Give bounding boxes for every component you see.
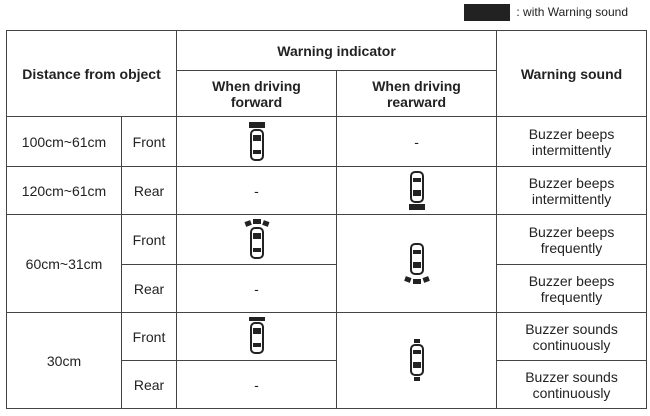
legend-swatch — [464, 4, 510, 21]
table-row — [7, 167, 647, 215]
sound-line1: Buzzer beeps — [528, 223, 615, 240]
parking-warning-table — [6, 30, 647, 409]
legend-text: : with Warning sound — [516, 5, 628, 19]
sound-cell — [497, 117, 647, 167]
sound-cell — [497, 361, 647, 409]
car-rear-wide-warning-icon — [402, 242, 432, 286]
sound-cell — [497, 167, 647, 215]
header-distance: Distance from object — [7, 31, 177, 117]
position-cell: Rear — [122, 167, 177, 215]
sound-line2: frequently — [540, 239, 603, 256]
sound-line1: Buzzer sounds — [525, 320, 618, 337]
sound-line2: intermittently — [531, 141, 612, 158]
sound-line2: intermittently — [531, 190, 612, 207]
position-cell: Rear — [122, 361, 177, 409]
header-indicator: Warning indicator — [177, 31, 497, 71]
sound-cell — [497, 313, 647, 361]
table-row — [7, 215, 647, 265]
sound-line2: continuously — [532, 336, 611, 353]
forward-indicator-cell: - — [177, 361, 337, 409]
table-row — [7, 117, 647, 167]
distance-cell: 120cm~61cm — [7, 167, 122, 215]
forward-indicator-cell — [177, 313, 337, 361]
header-rearward — [337, 71, 497, 117]
header-forward — [177, 71, 337, 117]
rearward-indicator-cell — [337, 167, 497, 215]
forward-indicator-cell: - — [177, 265, 337, 313]
sound-cell — [497, 265, 647, 313]
position-cell: Front — [122, 215, 177, 265]
sound-line1: Buzzer beeps — [528, 272, 615, 289]
rearward-indicator-cell: - — [337, 117, 497, 167]
sound-line1: Buzzer beeps — [528, 125, 615, 142]
table-row — [7, 313, 647, 361]
header-sound: Warning sound — [497, 31, 647, 117]
car-front-warning-icon — [245, 121, 269, 163]
forward-indicator-cell: - — [177, 167, 337, 215]
distance-cell: 60cm~31cm — [7, 215, 122, 313]
forward-indicator-cell — [177, 215, 337, 265]
sound-cell — [497, 215, 647, 265]
header-rearward-line2: rearward — [386, 93, 447, 110]
position-cell: Front — [122, 313, 177, 361]
car-front-wide-warning-icon — [242, 219, 272, 261]
distance-cell: 30cm — [7, 313, 122, 409]
forward-indicator-cell — [177, 117, 337, 167]
car-rear-close-warning-icon — [405, 339, 429, 383]
position-cell: Front — [122, 117, 177, 167]
distance-cell: 100cm~61cm — [7, 117, 122, 167]
sound-line1: Buzzer beeps — [528, 174, 615, 191]
sound-line2: continuously — [532, 384, 611, 401]
position-cell: Rear — [122, 265, 177, 313]
legend — [464, 2, 628, 22]
header-forward-line1: When driving — [212, 77, 301, 94]
rearward-indicator-cell — [337, 215, 497, 313]
car-rear-warning-icon — [405, 170, 429, 212]
sound-line2: frequently — [540, 288, 603, 305]
car-front-close-warning-icon — [245, 317, 269, 357]
header-rearward-line1: When driving — [372, 77, 461, 94]
rearward-indicator-cell — [337, 313, 497, 409]
header-forward-line2: forward — [230, 93, 283, 110]
sound-line1: Buzzer sounds — [525, 368, 618, 385]
